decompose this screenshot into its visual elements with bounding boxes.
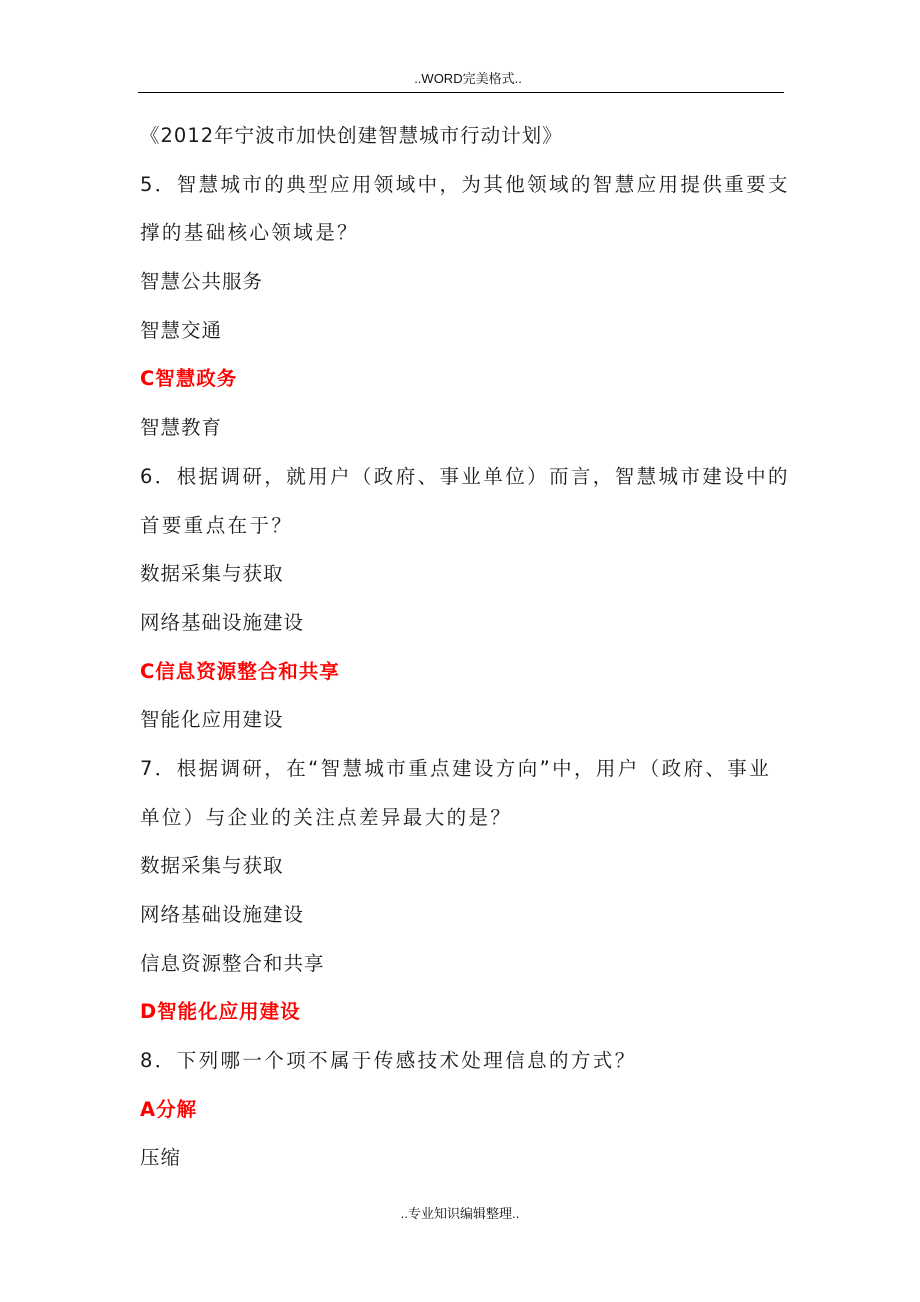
option-line: 智慧公共服务 [140,270,264,294]
header-text: ..WORD完美格式.. [414,71,522,86]
option-line: 智慧教育 [140,416,223,440]
document-body [140,112,790,1183]
option-line: 智慧交通 [140,318,223,342]
page-footer: ..专业知识编辑整理.. [400,1206,520,1221]
question-5-line-1: 5．智慧城市的典型应用领域中，为其他领域的智慧应用提供重要支 [140,172,790,196]
question-6-line-2: 首要重点在于？ [140,513,294,537]
option-line: 网络基础设施建设 [140,610,305,634]
answer-line: D智能化应用建设 [140,1000,301,1024]
answer-line: C智慧政务 [140,367,238,391]
answer-line: C信息资源整合和共享 [140,659,340,683]
page-header [138,66,784,93]
question-7-line-1: 7．根据调研，在“智慧城市重点建设方向”中，用户（政府、事业 [140,756,772,780]
question-8-line-1: 8．下列哪一个项不属于传感技术处理信息的方式？ [140,1049,637,1073]
option-line: 网络基础设施建设 [140,903,305,926]
option-line: 智能化应用建设 [140,708,284,732]
option-line: 信息资源整合和共享 [140,951,325,975]
option-line: 数据采集与获取 [140,562,284,586]
question-7-line-2: 单位）与企业的关注点差异最大的是？ [140,805,513,829]
option-line: 数据采集与获取 [140,854,284,878]
document-line-0: 《2012年宁波市加快创建智慧城市行动计划》 [140,124,563,147]
option-line: 压缩 [140,1146,182,1170]
question-6-line-1: 6．根据调研，就用户（政府、事业单位）而言，智慧城市建设中的 [140,464,790,488]
answer-line: A分解 [140,1097,198,1121]
question-5-line-2: 撑的基础核心领域是？ [140,221,360,245]
